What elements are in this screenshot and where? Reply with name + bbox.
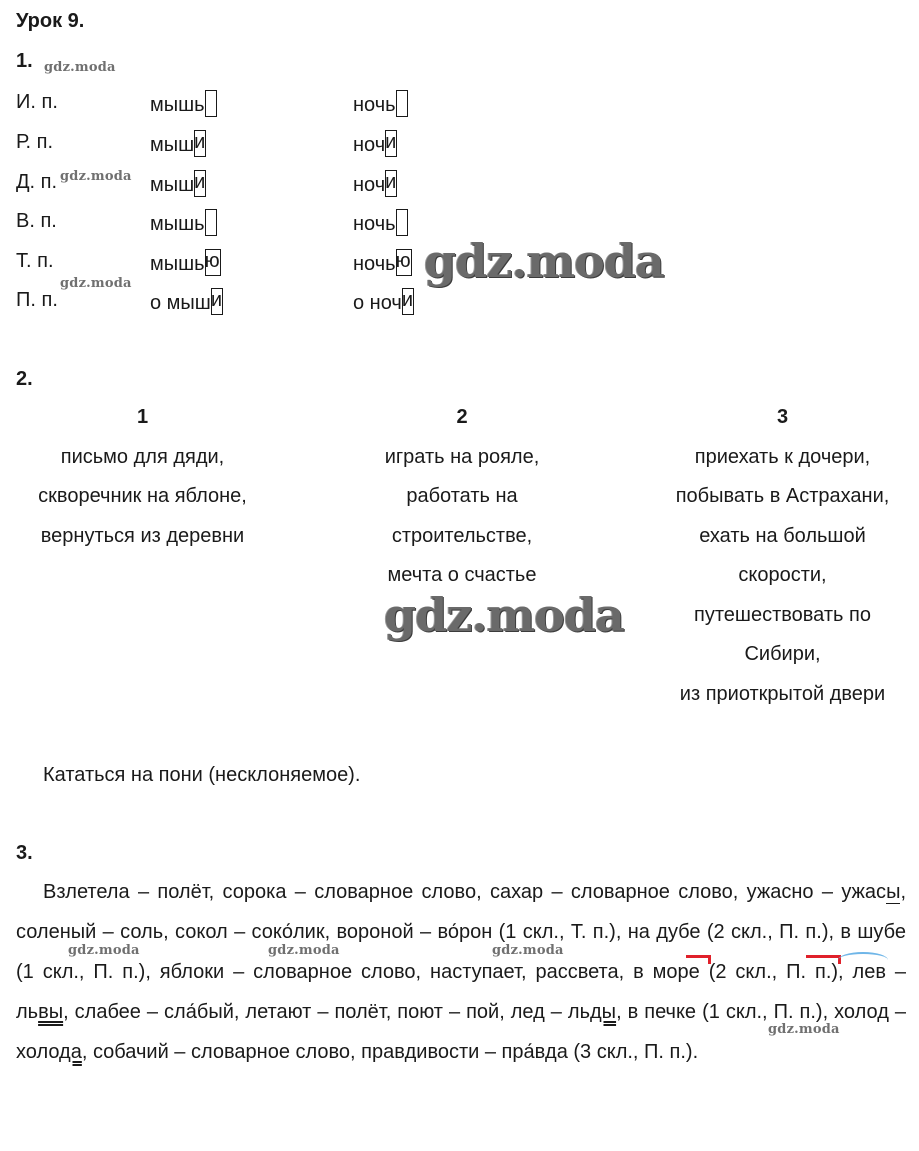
column-3-line: ехать на большой: [699, 524, 866, 547]
column-3-line: скорости,: [738, 564, 827, 586]
word-ending: и: [385, 171, 397, 193]
word-stem: мышь: [150, 213, 205, 235]
word-night: [353, 90, 408, 117]
watermark-small: gdz.moda: [68, 943, 140, 958]
word-mouse: [150, 130, 206, 157]
prefix-mark: [806, 955, 841, 964]
word-stem: ноч: [353, 134, 386, 156]
column-1-number: 1: [136, 406, 149, 428]
column-3-line: побывать в Астрахани,: [675, 485, 890, 507]
case-label: П. п.: [16, 289, 58, 311]
watermark-small: gdz.moda: [44, 60, 116, 75]
stressed-vowel: а́: [185, 1001, 197, 1023]
underlined-letters: вы: [38, 1001, 64, 1023]
column-2-line: мечта о счастье: [387, 564, 537, 586]
word-stem: ночь: [353, 94, 396, 116]
task2-number: 2.: [16, 368, 33, 390]
task1-number: 1.: [16, 50, 33, 72]
column-2-line: играть на рояле,: [384, 445, 540, 468]
word-stem: ноч: [353, 174, 386, 196]
column-3-number: 3: [776, 406, 789, 428]
watermark-small: gdz.moda: [492, 943, 564, 958]
word-ending: и: [194, 171, 206, 193]
column-1-line: письмо для дяди,: [60, 445, 225, 468]
word-stem: мыш: [150, 174, 195, 196]
case-label: И. п.: [16, 91, 58, 113]
indeclinable-note: Кататься на пони (несклоняемое).: [43, 764, 361, 786]
case-label: Д. п.: [16, 171, 58, 193]
watermark-small: gdz.moda: [268, 943, 340, 958]
word-mouse: [150, 288, 223, 315]
column-1-line: скворечник на яблоне,: [38, 485, 247, 507]
ending-box: [194, 170, 206, 197]
word-ending: и: [210, 289, 223, 311]
prefix-mark: [686, 955, 711, 964]
root-arc-mark: [838, 952, 888, 968]
column-3-line: приехать к дочери,: [694, 445, 871, 468]
ending-box: [396, 90, 408, 117]
word-mouse: [150, 90, 217, 117]
watermark-large: gdz.moda: [424, 234, 664, 288]
case-label: Р. п.: [16, 131, 54, 153]
watermark-small: gdz.moda: [768, 1022, 840, 1037]
word-night: [353, 130, 397, 157]
word-night: [353, 170, 397, 197]
word-stem: о мыш: [150, 292, 211, 314]
word-ending: ю: [395, 250, 411, 272]
stressed-vowel: о́: [281, 921, 293, 943]
word-stem: мыш: [150, 134, 195, 156]
column-3-line: из приоткрытой двери: [679, 682, 886, 705]
column-3: [640, 398, 919, 714]
column-2: [322, 398, 602, 596]
ending-box: [205, 249, 221, 276]
word-night: [353, 209, 408, 236]
ending-box: [205, 209, 217, 236]
lesson-title: Урок 9.: [16, 10, 85, 32]
column-3-line: Сибири,: [744, 643, 821, 665]
underlined-ending: ы: [886, 881, 901, 903]
watermark-large: gdz.moda: [384, 588, 624, 642]
ending-box: [396, 209, 408, 236]
column-3-line: путешествовать по: [694, 603, 871, 626]
ending-box: [211, 288, 223, 315]
column-1-line: вернуться из деревни: [40, 524, 245, 547]
watermark-small: gdz.moda: [60, 276, 132, 291]
word-mouse: [150, 170, 206, 197]
word-stem: мышь: [150, 253, 205, 275]
word-ending: и: [401, 289, 413, 311]
watermark-small: gdz.moda: [60, 169, 132, 184]
ending-box: [385, 130, 397, 157]
word-ending: и: [385, 131, 397, 153]
ending-box: [396, 249, 412, 276]
word-stem: ночь: [353, 253, 396, 275]
ending-box: [205, 90, 217, 117]
word-stem: ночь: [353, 213, 396, 235]
stressed-vowel: а́: [523, 1041, 535, 1063]
word-stem: о ноч: [353, 292, 402, 314]
column-2-line: строительстве,: [391, 524, 533, 547]
word-mouse: [150, 249, 221, 276]
word-ending: и: [194, 131, 206, 153]
underlined-letters: да: [59, 1041, 82, 1063]
word-night: [353, 249, 412, 276]
column-1: [0, 398, 285, 556]
word-mouse: [150, 209, 217, 236]
case-label: Т. п.: [16, 250, 54, 272]
word-night: [353, 288, 414, 315]
column-2-line: работать на: [406, 485, 518, 507]
task3-paragraph: Взлетела – полёт, сорока – словарное слово, сахар – словарное слово, ужасно – ужасы, соленый – соль, сокол – соко́лик, вороной – во́рон (1 скл., Т. п.), на дубе (2 скл., П. п.), в шубе (1 скл., П. п.), яблоки – словарное слово, наступает, рассвета, в море (2 скл., П. п.), лев – львы, слабее – сла́бый, летают – полёт, поют – пой, лед – льды, в печке (1 скл., П. п.), холод – холода, собачий – словарное слово, правдивости – пра́вда (3 скл., П. п.).: [16, 881, 906, 1063]
column-2-number: 2: [456, 406, 468, 428]
ending-box: [402, 288, 414, 315]
word-ending: ю: [204, 250, 220, 272]
ending-box: [194, 130, 206, 157]
underlined-letters: ды: [590, 1001, 617, 1023]
case-label: В. п.: [16, 210, 57, 232]
word-stem: мышь: [150, 94, 205, 116]
task3-number: 3.: [16, 842, 33, 864]
stressed-vowel: о́: [447, 921, 459, 943]
ending-box: [385, 170, 397, 197]
